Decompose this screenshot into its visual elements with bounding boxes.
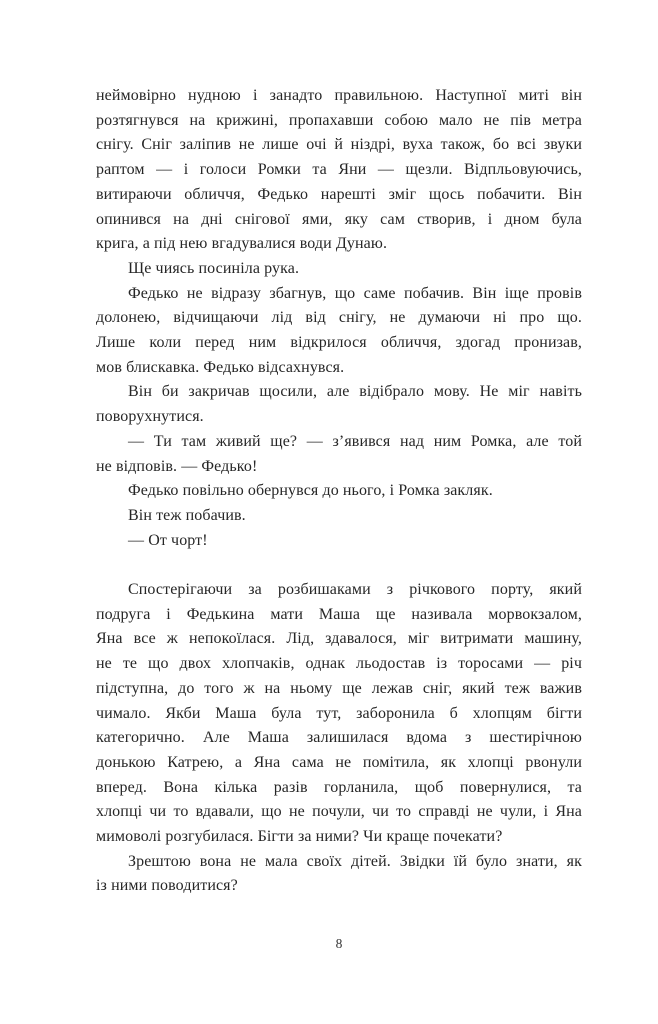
text-line: подруга і Федькина мати Маша ще називала морвокзалом, xyxy=(96,605,582,623)
text-line: раптом — і голоси Ромки та Яни — щезли. Відпльовуючись, xyxy=(96,161,582,179)
text-line: Він теж побачив. xyxy=(128,506,246,524)
paragraph xyxy=(96,504,582,529)
paragraph xyxy=(96,430,582,479)
text-line: опинився на дні снігової ями, яку сам створив, і дном була xyxy=(96,210,582,228)
text-line: не те що двох хлопчаків, однак льодостав із торосами — річ xyxy=(96,655,582,673)
text-line: Він би закричав щосили, але відібрало мову. Не міг навіть xyxy=(128,383,582,401)
paragraph xyxy=(96,529,582,554)
text-line: Федько повільно обернувся до нього, і Ромка закляк. xyxy=(128,482,493,500)
paragraph xyxy=(96,257,582,282)
text-line: мов блискавка. Федько відсахнувся. xyxy=(96,358,345,376)
page-text xyxy=(96,84,582,899)
text-line: снігу. Сніг заліпив не лише очі й ніздрі, вуха також, бо всі звуки xyxy=(96,136,582,154)
paragraph xyxy=(96,84,582,257)
text-line: крига, а під нею вгадувалися води Дунаю. xyxy=(96,235,388,253)
text-line: Яна все ж непокоїлася. Лід, здавалося, міг витримати машину, xyxy=(96,630,582,648)
paragraph xyxy=(96,282,582,381)
text-line: хлопці чи то вдавали, що не почули, чи то справді не чули, і Яна xyxy=(96,803,582,821)
paragraph xyxy=(96,380,582,429)
page-number: 8 xyxy=(335,936,343,951)
text-line: із ними поводитися? xyxy=(96,877,238,895)
text-line: категорично. Але Маша залишилася вдома з шестирічною xyxy=(96,729,582,747)
text-line: вперед. Вона кілька разів горланила, щоб повернулися, та xyxy=(96,778,582,796)
text-line: Зрештою вона не мала своїх дітей. Звідки їй було знати, як xyxy=(128,852,582,870)
text-line: чимало. Якби Маша була тут, заборонила б хлопцям бігти xyxy=(96,704,582,722)
text-line: витираючи обличчя, Федько нарешті зміг щось побачити. Він xyxy=(96,185,582,203)
section-break xyxy=(96,553,582,578)
text-line: Ще чиясь посиніла рука. xyxy=(128,259,300,277)
text-line: мимоволі розгубилася. Бігти за ними? Чи краще почекати? xyxy=(96,828,503,846)
text-line: розтягнувся на крижині, пропахавши собою мало не пів метра xyxy=(96,111,582,129)
paragraph xyxy=(96,578,582,850)
text-line: Лише коли перед ним відкрилося обличчя, здогад пронизав, xyxy=(96,334,582,352)
text-line: не відповів. — Федько! xyxy=(96,457,258,475)
text-line: долонею, відчищаючи лід від снігу, не думаючи ні про що. xyxy=(96,309,582,327)
text-line: донькою Катрею, а Яна сама не помітила, як хлопці рвонули xyxy=(96,753,582,771)
text-line: — От чорт! xyxy=(128,531,208,549)
text-line: Федько не відразу збагнув, що саме побачив. Він іще провів xyxy=(128,284,582,302)
text-line: поворухнутися. xyxy=(96,408,204,426)
text-line: — Ти там живий ще? — з’явився над ним Ромка, але той xyxy=(128,432,582,450)
paragraph xyxy=(96,479,582,504)
text-line: Спостерігаючи за розбишаками з річкового порту, який xyxy=(128,581,582,599)
text-line: неймовірно нудною і занадто правильною. Наступної миті він xyxy=(96,87,582,104)
text-line: підступна, до того ж на ньому ще лежав сніг, який теж важив xyxy=(96,679,582,697)
paragraph xyxy=(96,850,582,899)
